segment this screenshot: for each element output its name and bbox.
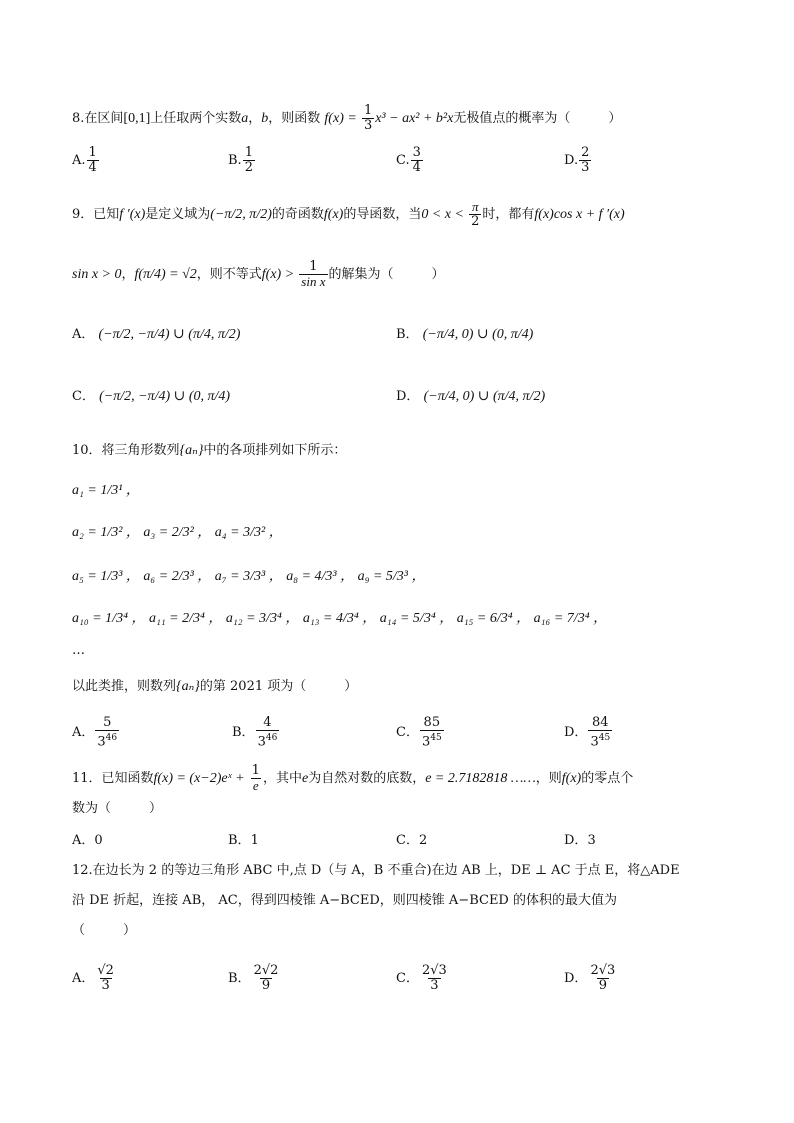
- q10-row-4: a₁₀ = 1/3⁴ ， a₁₁ = 2/3⁴ ， a₁₂ = 3/3⁴ ， a₁₃ = 4/3⁴ ， a₁₄ = 5/3⁴ ， a₁₅ = 6/3⁴ ， a₁₆ = 7/3⁴ ，: [72, 611, 608, 626]
- q9-domain: (−π/2, π/2): [210, 207, 272, 222]
- q11-option-d[interactable]: [564, 830, 596, 852]
- q11-stem-line1: [72, 764, 633, 793]
- q9-fx: f(x): [323, 207, 344, 222]
- option-label: A．: [72, 833, 95, 848]
- option-frac: $\frac{5}{3^{46}}$: [97, 715, 118, 750]
- q9-stem-line1: [72, 200, 625, 229]
- q8-var-b: b: [261, 111, 269, 126]
- q9-text: 是定义域为: [145, 207, 211, 222]
- q8-text: ，则函数: [268, 111, 321, 126]
- q8-text: 无极值点的概率为（: [453, 111, 571, 126]
- q8-func-lhs: f(x) =: [324, 111, 357, 126]
- option-frac: $\frac{2}{3}$: [581, 145, 590, 175]
- q11-text: 的零点个: [581, 771, 634, 786]
- option-label: C．: [396, 833, 419, 848]
- q9-option-b[interactable]: [396, 324, 533, 346]
- q10-option-c[interactable]: [396, 716, 445, 749]
- q10-text: 以此类推，则数列: [72, 679, 177, 694]
- option-frac: $\frac{2√2}{9}$: [253, 963, 279, 993]
- q11-frac-1-e: $\frac{1}{e}$: [251, 763, 260, 793]
- option-frac: $\frac{2√3}{3}$: [421, 963, 447, 993]
- option-label: A．: [72, 327, 95, 342]
- q9-fprime: f ′(x): [119, 207, 146, 222]
- q10-row-3: a₅ = 1/3³ ， a₆ = 2/3³ ， a₇ = 3/3³ ， a₈ = 4/3³ ， a₉ = 5/3³ ，: [72, 569, 426, 584]
- q8-frac-one-third: $\frac{1}{3}$: [363, 103, 373, 133]
- q8-func-rhs: x³ − ax² + b²x: [375, 111, 454, 126]
- q9-stem-line2: [72, 260, 445, 289]
- q10-row-2: a₂ = 1/3² ， a₃ = 2/3² ， a₄ = 3/3² ，: [72, 525, 283, 540]
- q8-option-d[interactable]: [564, 146, 592, 175]
- q9-sin-cond: sin x > 0: [72, 267, 122, 282]
- option-text: 1: [250, 833, 259, 848]
- q11-stem-line2: [72, 798, 162, 820]
- q12-stem-line1: 12.在边长为 2 的等边三角形 ABC 中,点 D（与 A，B 不重合)在边 AB 上，DE ⊥ AC 于点 E，将△ADE: [72, 863, 680, 878]
- q9-ineq: f(x) >: [261, 267, 295, 282]
- option-text: (−π/2, −π/4) ∪ (0, π/4): [99, 389, 231, 404]
- option-label: A．: [72, 725, 95, 741]
- option-label: B．: [232, 725, 255, 741]
- option-label: C．: [396, 725, 419, 741]
- q9-text: ，则不等式: [196, 267, 262, 282]
- q8-stem: [72, 104, 621, 133]
- q8-text: 上任取两个实数: [150, 111, 242, 126]
- q10-option-a[interactable]: [72, 716, 120, 749]
- option-text: 2: [418, 833, 428, 848]
- option-frac: $\frac{√2}{3}$: [97, 963, 114, 993]
- q9-text: 的解集为（: [328, 267, 394, 282]
- q10-close: ）: [344, 679, 358, 694]
- q11-text: ，其中: [262, 771, 302, 786]
- option-frac: $\frac{4}{3^{46}}$: [257, 715, 278, 750]
- q11-e: e: [301, 771, 309, 786]
- q12-option-a[interactable]: [72, 964, 117, 993]
- q9-text: 的导函数，当: [343, 207, 422, 222]
- q10-stem: [72, 440, 346, 462]
- q9-close: ）: [431, 267, 445, 282]
- option-text: 3: [587, 833, 596, 848]
- option-label: A.: [72, 153, 86, 168]
- q11-close: ）: [149, 801, 163, 816]
- q8-interval: [0,1]: [123, 111, 151, 126]
- q11-func: f(x) = (x−2)eˣ +: [153, 771, 245, 786]
- option-frac: $\frac{1}{4}$: [88, 145, 97, 175]
- option-label: C．: [72, 389, 95, 404]
- option-label: D．: [564, 833, 588, 848]
- option-label: D．: [396, 389, 420, 404]
- option-frac: $\frac{1}{2}$: [244, 145, 253, 175]
- option-label: B．: [396, 327, 419, 342]
- q8-text: 8.在区间: [72, 111, 124, 126]
- q9-expr: f(x)cos x + f ′(x): [534, 207, 625, 222]
- q11-text: 为自然对数的底数，: [308, 771, 426, 786]
- q9-text: 9．已知: [72, 207, 120, 222]
- q12-stem-line2: 沿 DE 折起，连接 AB， AC，得到四棱锥 A−BCED，则四棱锥 A−BCED 的体积的最大值为: [72, 893, 617, 908]
- option-label: C．: [396, 971, 419, 986]
- option-label: D．: [564, 971, 588, 986]
- q10-seq: {aₙ}: [179, 443, 204, 458]
- q10-ellipsis: …: [72, 643, 85, 658]
- q11-text: 11．已知函数: [72, 771, 154, 786]
- option-label: D．: [564, 725, 588, 741]
- option-text: (−π/2, −π/4) ∪ (π/4, π/2): [98, 327, 241, 342]
- q11-option-b[interactable]: [228, 830, 259, 852]
- q10-seq: {aₙ}: [176, 679, 200, 694]
- option-label: D.: [564, 153, 579, 168]
- q8-var-a: a: [241, 111, 249, 126]
- q12-close: ）: [123, 923, 137, 938]
- option-frac: $\frac{2√3}{9}$: [590, 963, 616, 993]
- q11-text: ，则: [535, 771, 562, 786]
- q10-text: 10．将三角形数列: [72, 443, 180, 458]
- q9-frac-1-sinx: $\frac{1}{\text{sin x}}$: [301, 259, 326, 289]
- q11-evalue: e = 2.7182818 ……: [425, 771, 536, 786]
- q9-text: 时，都有: [482, 207, 535, 222]
- q11-fx: f(x): [561, 771, 582, 786]
- q10-option-d[interactable]: [564, 716, 613, 749]
- option-label: A．: [72, 971, 95, 986]
- q11-text: 数为（: [72, 801, 112, 816]
- option-label: C.: [396, 153, 410, 168]
- q10-option-b[interactable]: [232, 716, 280, 749]
- option-frac: $\frac{3}{4}$: [412, 145, 421, 175]
- q9-text: 的奇函数: [271, 207, 324, 222]
- q11-option-c[interactable]: [396, 830, 427, 852]
- q9-text: ，: [121, 267, 135, 282]
- q8-text: ，: [248, 111, 262, 126]
- q12-option-b[interactable]: [228, 964, 281, 993]
- q12-option-c[interactable]: [396, 964, 450, 993]
- q10-text: 的第 2021 项为（: [199, 679, 307, 694]
- q8-close: ）: [608, 111, 622, 126]
- q9-option-c[interactable]: [72, 386, 230, 408]
- q11-option-a[interactable]: [72, 830, 103, 852]
- q9-option-d[interactable]: [396, 386, 545, 408]
- option-frac: $\frac{84}{3^{45}}$: [590, 715, 611, 750]
- option-text: (−π/4, 0) ∪ (π/4, π/2): [423, 389, 546, 404]
- q10-text: 中的各项排列如下所示：: [203, 443, 347, 458]
- option-text: 0: [94, 833, 103, 848]
- q8-option-b[interactable]: [228, 146, 256, 175]
- q8-option-c[interactable]: [396, 146, 424, 175]
- q9-cond: 0 < x <: [421, 207, 464, 222]
- q8-option-a[interactable]: [72, 146, 100, 175]
- q12-stem-line3: [72, 920, 136, 942]
- q10-question: [72, 676, 357, 698]
- q9-f-pi4: f(π/4) = √2: [134, 267, 197, 282]
- option-label: B．: [228, 833, 251, 848]
- q9-frac-pi-2: $\frac{\pi}{2}$: [471, 199, 480, 229]
- option-label: B.: [228, 153, 242, 168]
- q12-option-d[interactable]: [564, 964, 618, 993]
- option-frac: $\frac{85}{3^{45}}$: [421, 715, 442, 750]
- option-text: (−π/4, 0) ∪ (0, π/4): [422, 327, 534, 342]
- q12-text: （: [72, 923, 86, 938]
- option-label: B．: [228, 971, 251, 986]
- q9-option-a[interactable]: [72, 324, 240, 346]
- q10-row-1: a₁ = 1/3¹ ，: [72, 483, 140, 498]
